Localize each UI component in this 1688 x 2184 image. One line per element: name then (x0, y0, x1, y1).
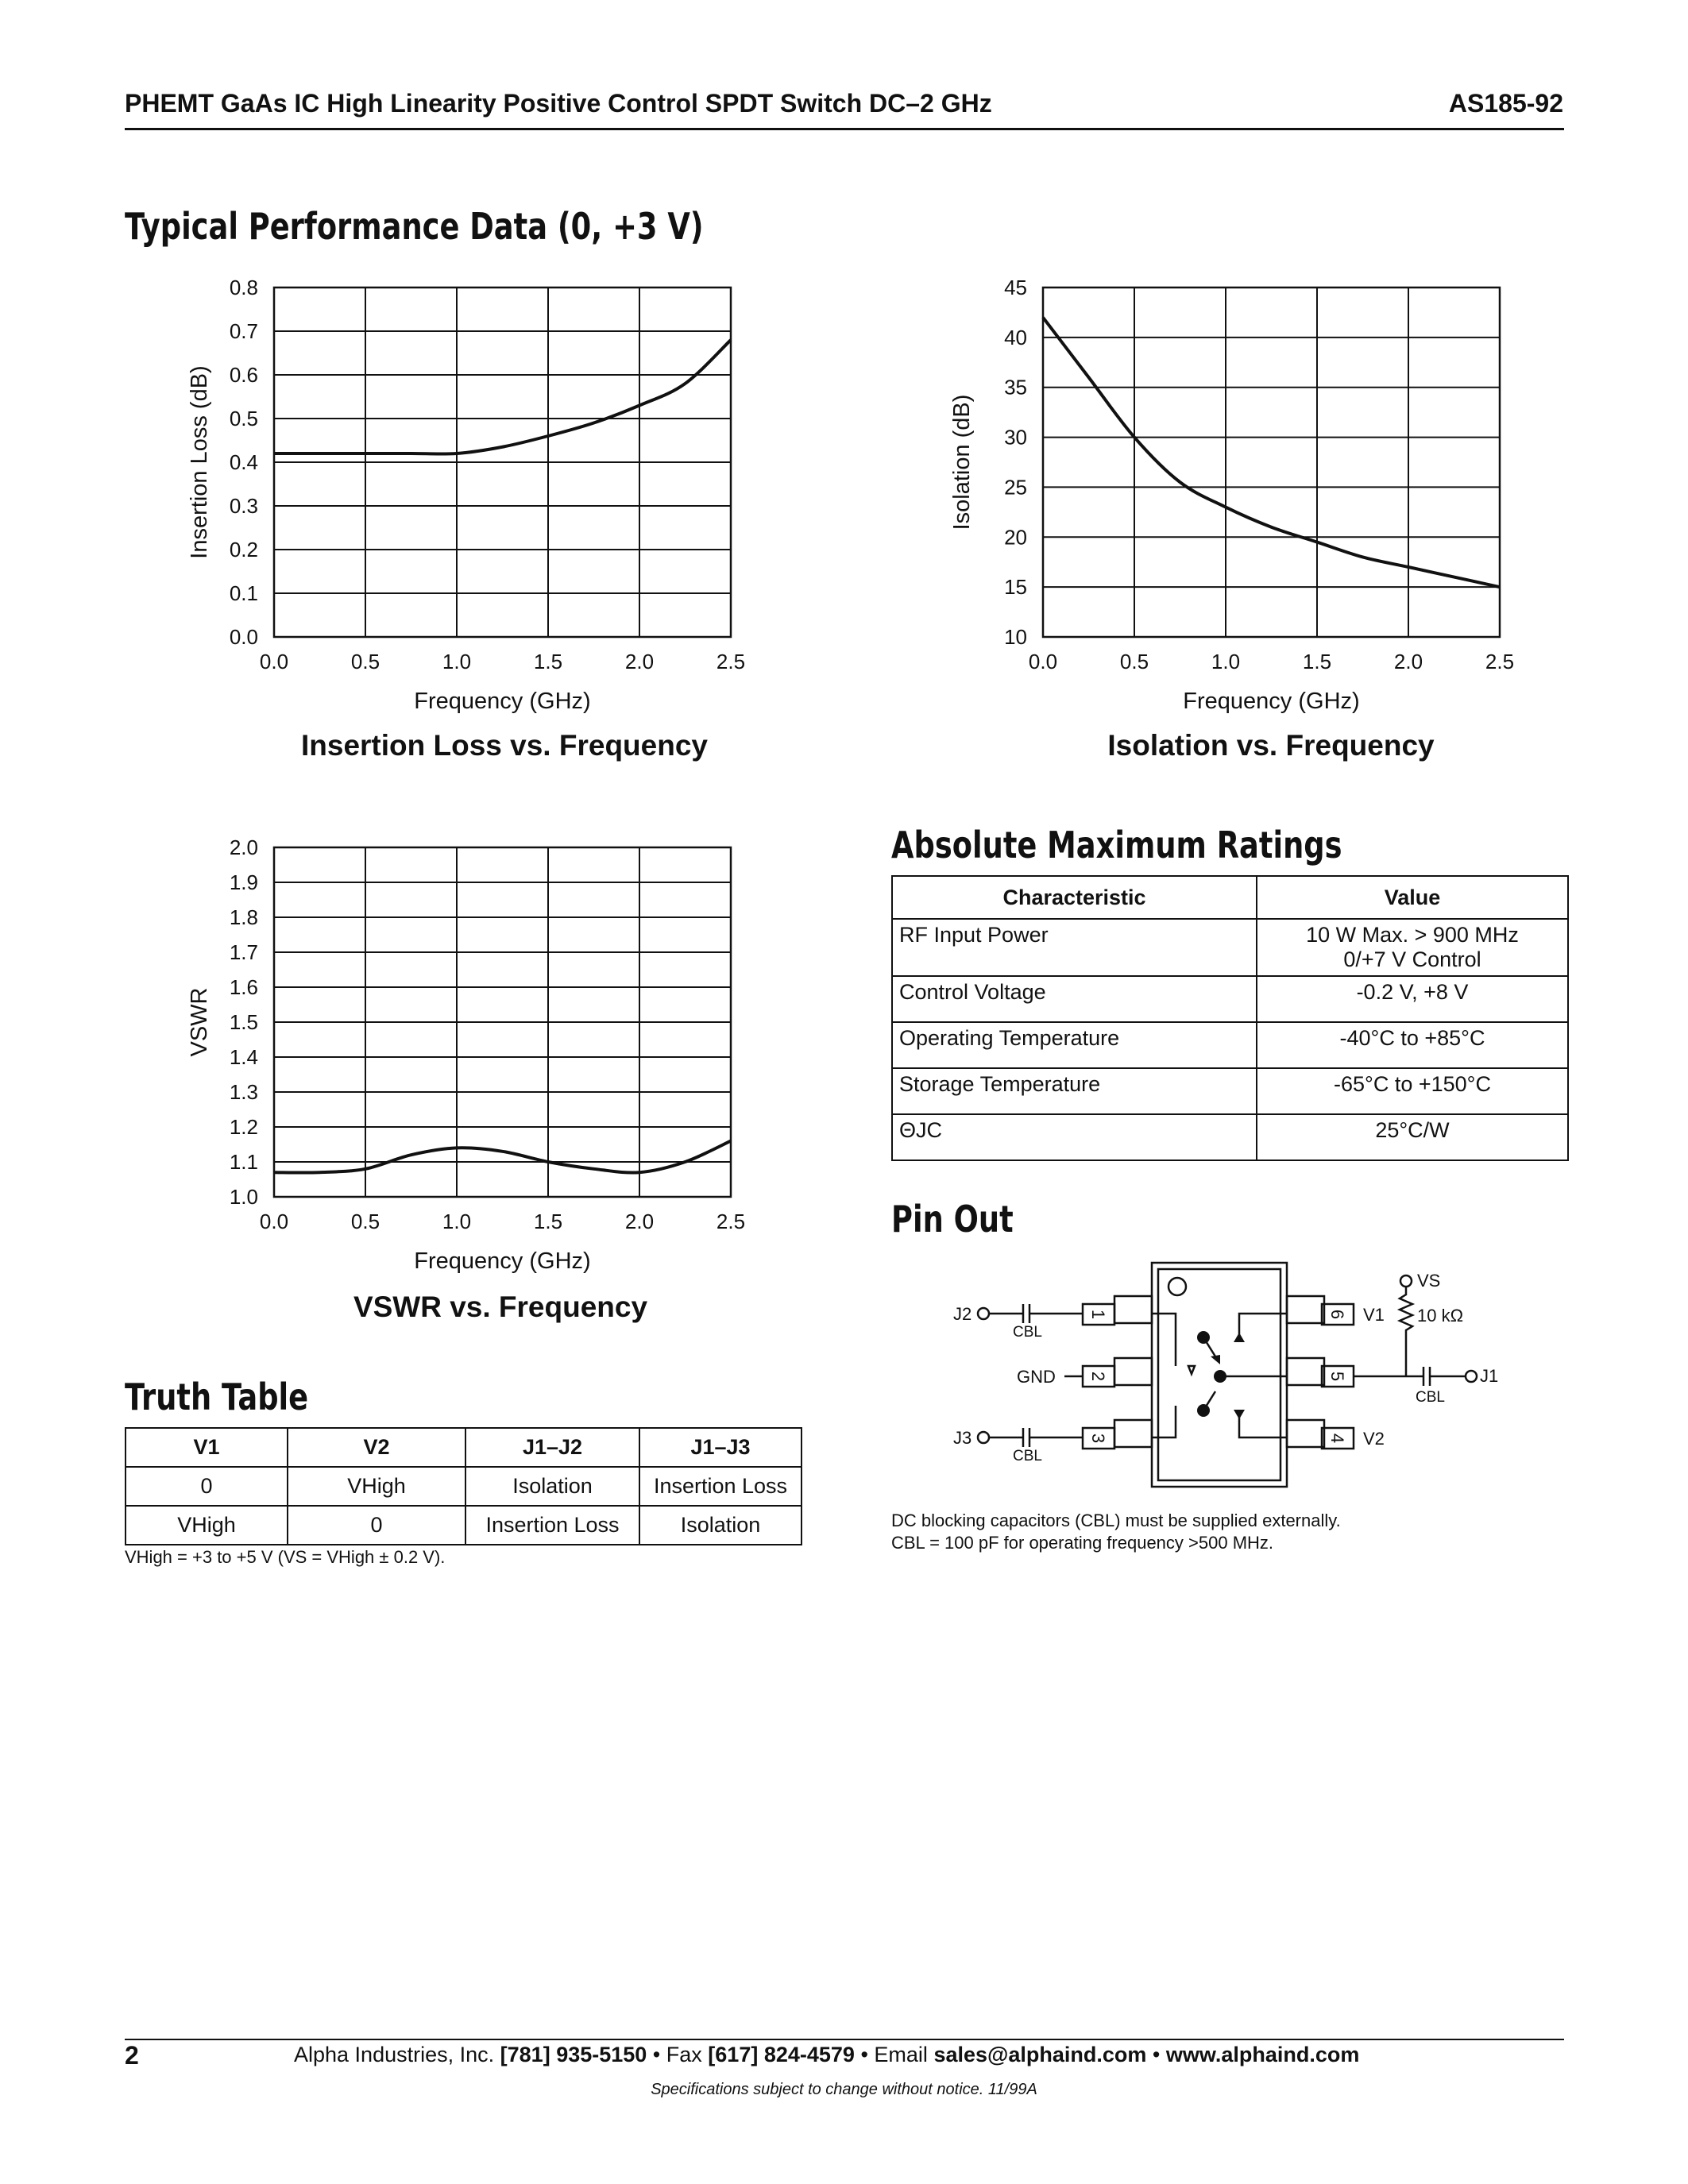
amr-value: -40°C to +85°C (1257, 1022, 1568, 1068)
y-tick-label: 1.9 (229, 870, 258, 894)
truth-cell: VHigh (126, 1506, 288, 1545)
table-row (892, 1022, 1568, 1068)
amr-characteristic: Control Voltage (892, 976, 1257, 1022)
table-row (892, 1114, 1568, 1160)
footer-web-link[interactable]: www.alphaind.com (1165, 2043, 1360, 2066)
amr-value: -65°C to +150°C (1257, 1068, 1568, 1114)
y-tick-label: 45 (1004, 276, 1027, 299)
amr-characteristic: ΘJC (892, 1114, 1257, 1160)
x-tick-label: 0.5 (1119, 650, 1149, 673)
amr-characteristic: Storage Temperature (892, 1068, 1257, 1114)
y-tick-label: 1.2 (229, 1115, 258, 1139)
amr-header-characteristic: Characteristic (892, 876, 1257, 919)
y-tick-label: 1.7 (229, 940, 258, 964)
pin-number: 6 (1327, 1309, 1347, 1320)
label-v1: V1 (1363, 1305, 1385, 1325)
table-row (892, 1068, 1568, 1114)
pinout-section-title: Pin Out (891, 1198, 1014, 1241)
truth-cell: Isolation (639, 1506, 802, 1545)
y-tick-label: 1.3 (229, 1080, 258, 1104)
y-tick-label: 15 (1004, 575, 1027, 600)
x-tick-label: 0.0 (259, 1210, 289, 1233)
label-j2: J2 (953, 1304, 972, 1324)
y-axis-label: Isolation (dB) (949, 394, 975, 531)
y-axis-label: Insertion Loss (dB) (187, 365, 212, 559)
y-tick-label: 1.5 (229, 1010, 258, 1034)
series-line (274, 1141, 731, 1173)
pin-number: 4 (1327, 1433, 1347, 1444)
part-number: AS185-92 (1448, 89, 1563, 118)
series-line (274, 340, 731, 454)
label-resistor: 10 kΩ (1417, 1306, 1464, 1325)
truth-header-v2: V2 (288, 1428, 465, 1467)
y-tick-label: 1.4 (229, 1045, 258, 1069)
x-axis-label: Frequency (GHz) (1183, 689, 1360, 714)
y-tick-label: 1.8 (229, 905, 258, 929)
insertion-loss-caption: Insertion Loss vs. Frequency (301, 729, 708, 762)
footer-contact: Alpha Industries, Inc. [781] 935-5150 • Fax [617] 824-4579 • Email sales@alphaind.com • www.alphaind.com (294, 2043, 1360, 2066)
x-tick-label: 2.0 (1393, 650, 1423, 673)
x-axis-label: Frequency (GHz) (414, 689, 591, 714)
vswr-chart (175, 830, 763, 1283)
document-title: PHEMT GaAs IC High Linearity Positive Control SPDT Switch DC–2 GHz (125, 89, 992, 118)
x-tick-label: 0.5 (350, 1210, 380, 1233)
x-tick-label: 2.5 (716, 1210, 746, 1233)
y-tick-label: 0.6 (229, 363, 258, 387)
x-tick-label: 1.0 (442, 650, 472, 673)
truth-cell: 0 (288, 1506, 465, 1545)
y-tick-label: 0.5 (229, 407, 258, 430)
y-tick-label: 20 (1004, 525, 1027, 550)
truth-header-row (126, 1428, 802, 1467)
x-tick-label: 1.5 (533, 650, 563, 673)
isolation-chart (937, 270, 1525, 715)
y-tick-label: 25 (1004, 475, 1027, 500)
label-j1: J1 (1480, 1366, 1499, 1386)
x-tick-label: 1.5 (533, 1210, 563, 1233)
y-tick-label: 0.3 (229, 494, 258, 518)
amr-section-title: Absolute Maximum Ratings (891, 824, 1342, 866)
footer-spec-note: Specifications subject to change without notice. 11/99A (651, 2081, 1037, 2098)
truth-cell: Isolation (465, 1467, 639, 1506)
x-tick-label: 1.5 (1302, 650, 1332, 673)
table-row (126, 1467, 802, 1506)
footer-email-link[interactable]: sales@alphaind.com (933, 2043, 1147, 2066)
truth-cell: Insertion Loss (465, 1506, 639, 1545)
y-tick-label: 2.0 (229, 835, 258, 859)
x-tick-label: 2.0 (624, 650, 655, 673)
x-axis-label: Frequency (GHz) (414, 1248, 591, 1274)
footer-email-label: Email (874, 2043, 928, 2066)
page-number: 2 (125, 2041, 139, 2070)
pinout-note-2: CBL = 100 pF for operating frequency >500 MHz. (891, 1533, 1274, 1553)
y-tick-label: 1.1 (229, 1150, 258, 1174)
x-tick-label: 1.0 (442, 1210, 472, 1233)
truth-header-v1: V1 (126, 1428, 288, 1467)
pin-number: 5 (1327, 1371, 1347, 1382)
label-vs: VS (1417, 1271, 1441, 1291)
insertion-loss-chart (175, 270, 763, 715)
footer-fax-label: Fax (666, 2043, 702, 2066)
truth-cell: 0 (126, 1467, 288, 1506)
truth-header-j1j3: J1–J3 (639, 1428, 802, 1467)
plot-frame (1043, 287, 1500, 637)
y-tick-label: 1.0 (229, 1185, 258, 1209)
footer-fax: [617] 824-4579 (708, 2043, 855, 2066)
y-tick-label: 0.4 (229, 450, 258, 474)
amr-header-row (892, 876, 1568, 919)
amr-characteristic: RF Input Power (892, 919, 1257, 976)
label-cbl-j3: CBL (1013, 1448, 1042, 1464)
label-gnd: GND (1017, 1367, 1056, 1387)
y-tick-label: 35 (1004, 375, 1027, 399)
y-tick-label: 30 (1004, 425, 1027, 450)
y-tick-label: 1.6 (229, 975, 258, 999)
pin-number: 3 (1088, 1433, 1108, 1444)
footer-rule (125, 2039, 1564, 2040)
y-tick-label: 40 (1004, 325, 1027, 349)
table-row (892, 976, 1568, 1022)
y-tick-label: 0.2 (229, 538, 258, 561)
table-row (892, 919, 1568, 976)
amr-table (891, 875, 1569, 1161)
label-j3: J3 (953, 1428, 972, 1448)
x-tick-label: 2.5 (716, 650, 746, 673)
truth-cell: Insertion Loss (639, 1467, 802, 1506)
truth-section-title: Truth Table (125, 1376, 309, 1418)
pin-number: 1 (1088, 1309, 1108, 1320)
truth-cell: VHigh (288, 1467, 465, 1506)
amr-value: 25°C/W (1257, 1114, 1568, 1160)
truth-header-j1j2: J1–J2 (465, 1428, 639, 1467)
label-cbl-j1: CBL (1416, 1389, 1445, 1406)
truth-table (125, 1427, 802, 1545)
amr-value: 10 W Max. > 900 MHz 0/+7 V Control (1257, 919, 1568, 976)
pinout-diagram (937, 1255, 1525, 1493)
y-tick-label: 10 (1004, 625, 1027, 649)
amr-value: -0.2 V, +8 V (1257, 976, 1568, 1022)
y-tick-label: 0.8 (229, 276, 258, 299)
vswr-caption: VSWR vs. Frequency (353, 1291, 648, 1323)
y-tick-label: 0.0 (229, 625, 258, 649)
amr-characteristic: Operating Temperature (892, 1022, 1257, 1068)
truth-table-note: VHigh = +3 to +5 V (VS = VHigh ± 0.2 V). (125, 1547, 446, 1567)
footer-phone: [781] 935-5150 (500, 2043, 647, 2066)
amr-header-value: Value (1257, 876, 1568, 919)
pin-number: 2 (1088, 1371, 1108, 1382)
label-v2: V2 (1363, 1429, 1385, 1449)
pinout-note-1: DC blocking capacitors (CBL) must be supplied externally. (891, 1511, 1341, 1530)
isolation-caption: Isolation vs. Frequency (1107, 729, 1435, 762)
x-tick-label: 2.5 (1485, 650, 1515, 673)
label-cbl-j2: CBL (1013, 1324, 1042, 1341)
x-tick-label: 1.0 (1211, 650, 1241, 673)
table-row (126, 1506, 802, 1545)
x-tick-label: 0.0 (259, 650, 289, 673)
x-tick-label: 0.0 (1028, 650, 1058, 673)
series-line (1043, 318, 1500, 587)
pin1-marker (1168, 1278, 1186, 1295)
header-rule (125, 128, 1564, 130)
y-tick-label: 0.1 (229, 581, 258, 605)
x-tick-label: 2.0 (624, 1210, 655, 1233)
y-axis-label: VSWR (187, 987, 212, 1057)
y-tick-label: 0.7 (229, 319, 258, 343)
performance-section-title: Typical Performance Data (0, +3 V) (125, 205, 704, 248)
footer-company: Alpha Industries, Inc. (294, 2043, 495, 2066)
x-tick-label: 0.5 (350, 650, 380, 673)
